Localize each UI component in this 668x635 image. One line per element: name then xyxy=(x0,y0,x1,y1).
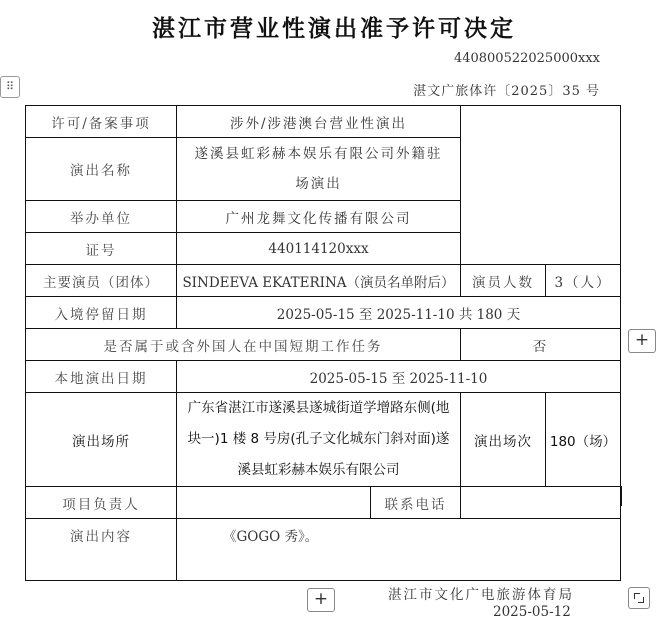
contact-phone-value[interactable] xyxy=(460,486,621,519)
document-number: 440800522025000xxx xyxy=(453,51,600,66)
venue-label: 演出场所 xyxy=(25,392,177,487)
issue-date: 2025-05-12 xyxy=(493,604,571,620)
show-name-label: 演出名称 xyxy=(25,137,177,201)
performer-count-value: 3（人） xyxy=(545,264,621,297)
main-performers-value: SINDEEVA EKATERINA（演员名单附后） xyxy=(176,264,461,297)
organizer-value: 广州龙舞文化传播有限公司 xyxy=(176,200,461,233)
stay-period-value: 2025-05-15 至 2025-11-10 共 180 天 xyxy=(176,296,621,329)
main-performers-label: 主要演员（团体） xyxy=(25,264,177,297)
contact-phone-label: 联系电话 xyxy=(370,486,461,519)
add-row-button[interactable]: + xyxy=(307,588,335,612)
short-term-work-value: 否 xyxy=(460,328,621,361)
document-title: 湛江市营业性演出准予许可决定 xyxy=(152,16,516,42)
show-name-value: 遂溪县虹彩赫本娱乐有限公司外籍驻场演出 xyxy=(176,137,461,201)
add-column-button[interactable]: + xyxy=(628,329,656,353)
local-dates-value: 2025-05-15 至 2025-11-10 xyxy=(176,360,621,393)
license-number-label: 证号 xyxy=(25,232,177,265)
license-number-value: 440114120xxx xyxy=(176,232,461,265)
permit-item-label: 许可/备案事项 xyxy=(25,105,177,138)
show-count-label: 演出场次 xyxy=(460,392,546,487)
venue-value: 广东省湛江市遂溪县遂城街道学增路东侧(地块一)1 楼 8 号房(孔子文化城东门斜对面)遂溪县虹彩赫本娱乐有限公司 xyxy=(176,392,461,487)
issuing-agency: 湛江市文化广电旅游体育局 xyxy=(388,587,574,603)
permit-item-value: 涉外/涉港澳台营业性演出 xyxy=(176,105,461,138)
organizer-label: 举办单位 xyxy=(25,200,177,233)
show-count-value: 180（场） xyxy=(545,392,621,487)
photo-area xyxy=(460,105,621,265)
content-label: 演出内容 xyxy=(25,518,177,581)
performer-count-label: 演员人数 xyxy=(460,264,546,297)
table-drag-handle-icon[interactable]: ⠿ xyxy=(0,76,20,98)
project-lead-label: 项目负责人 xyxy=(25,486,177,519)
project-lead-value[interactable] xyxy=(176,486,371,519)
content-value: 《GOGO 秀》。 xyxy=(176,518,621,581)
stay-period-label: 入境停留日期 xyxy=(25,296,177,329)
resize-table-icon[interactable] xyxy=(628,587,650,609)
local-dates-label: 本地演出日期 xyxy=(25,360,177,393)
file-number: 湛文广旅体许〔2025〕35 号 xyxy=(413,84,600,99)
short-term-work-label: 是否属于或含外国人在中国短期工作任务 xyxy=(25,328,461,361)
column-resize-handle[interactable] xyxy=(620,486,622,506)
